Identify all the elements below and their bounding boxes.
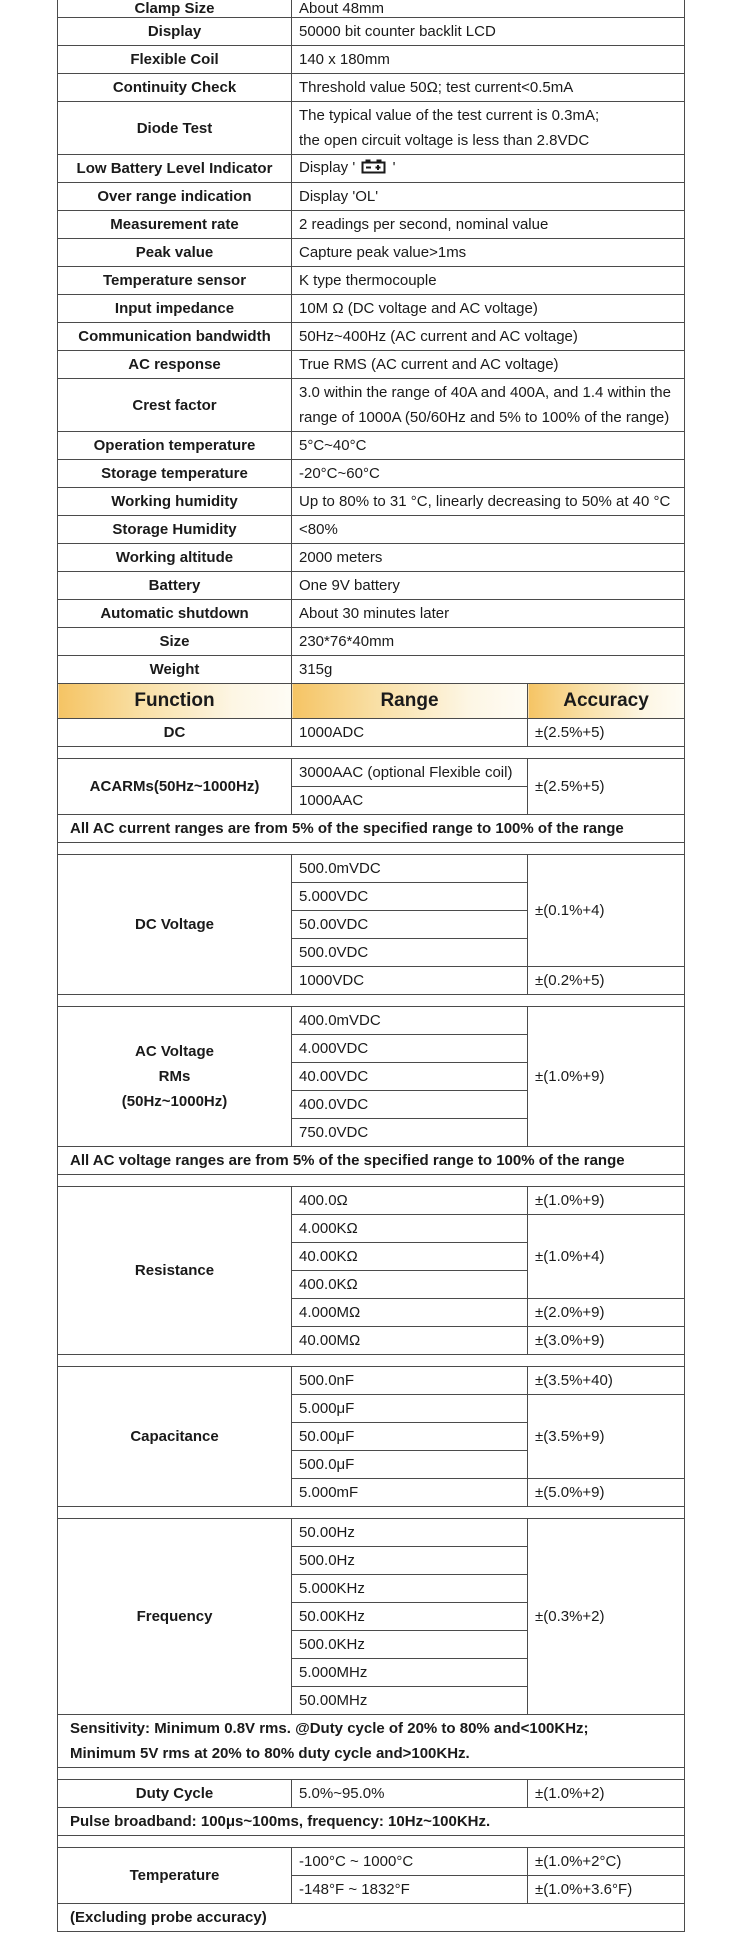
accuracy-cell: ±(1.0%+3.6°F) bbox=[528, 1876, 685, 1904]
spec-row bbox=[58, 183, 685, 211]
range-cell: 500.0VDC bbox=[292, 939, 528, 967]
range-cell: 50.00μF bbox=[292, 1423, 528, 1451]
range-cell: 40.00MΩ bbox=[292, 1327, 528, 1355]
spec-value-line: The typical value of the test current is 0.3mA; bbox=[299, 107, 600, 124]
spec-label: Operation temperature bbox=[58, 432, 292, 460]
spec-value: One 9V battery bbox=[292, 572, 685, 600]
range-cell: 4.000KΩ bbox=[292, 1215, 528, 1243]
function-label: DC bbox=[58, 719, 292, 747]
accuracy-cell: ±(3.5%+9) bbox=[528, 1395, 685, 1479]
function-label: DC Voltage bbox=[58, 855, 292, 995]
spec-label: Working humidity bbox=[58, 488, 292, 516]
accuracy-cell: ±(1.0%+9) bbox=[528, 1187, 685, 1215]
spec-label: Communication bandwidth bbox=[58, 323, 292, 351]
function-label-line: RMs bbox=[158, 1068, 191, 1085]
range-cell: 500.0mVDC bbox=[292, 855, 528, 883]
spec-label: Weight bbox=[58, 656, 292, 684]
dc-row bbox=[58, 719, 685, 747]
range-cell: 5.000VDC bbox=[292, 883, 528, 911]
spec-row bbox=[58, 323, 685, 351]
spec-value: About 30 minutes later bbox=[292, 600, 685, 628]
gap-row bbox=[58, 1355, 685, 1367]
spec-value: 50Hz~400Hz (AC current and AC voltage) bbox=[292, 323, 685, 351]
spec-label: Storage Humidity bbox=[58, 516, 292, 544]
spec-value: Display 'OL' bbox=[292, 183, 685, 211]
accuracy-cell: ±(5.0%+9) bbox=[528, 1479, 685, 1507]
spec-value: 5°C~40°C bbox=[292, 432, 685, 460]
temperature-row bbox=[58, 1848, 685, 1876]
spec-value-prefix: Display ' bbox=[299, 159, 356, 176]
spec-value: 2 readings per second, nominal value bbox=[292, 211, 685, 239]
range-cell: 400.0mVDC bbox=[292, 1007, 528, 1035]
spec-row bbox=[58, 544, 685, 572]
spec-value: 10M Ω (DC voltage and AC voltage) bbox=[292, 295, 685, 323]
accuracy-cell: ±(3.5%+40) bbox=[528, 1367, 685, 1395]
sensitivity-note-line: Minimum 5V rms at 20% to 80% duty cycle and>100KHz. bbox=[70, 1745, 470, 1762]
spec-value: K type thermocouple bbox=[292, 267, 685, 295]
range-cell: -148°F ~ 1832°F bbox=[292, 1876, 528, 1904]
spec-value bbox=[292, 379, 685, 432]
range-cell: 1000ADC bbox=[292, 719, 528, 747]
spec-row bbox=[58, 628, 685, 656]
function-label: Capacitance bbox=[58, 1367, 292, 1507]
spec-row bbox=[58, 516, 685, 544]
spec-value-suffix: ' bbox=[392, 159, 396, 176]
accuracy-cell: ±(1.0%+9) bbox=[528, 1007, 685, 1147]
note-row bbox=[58, 1904, 685, 1932]
spec-label: AC response bbox=[58, 351, 292, 379]
spec-value: About 48mm bbox=[292, 0, 685, 18]
range-cell: 5.000mF bbox=[292, 1479, 528, 1507]
range-cell: 50.00VDC bbox=[292, 911, 528, 939]
spec-value bbox=[292, 102, 685, 155]
spec-value-line: range of 1000A (50/60Hz and 5% to 100% of the range) bbox=[299, 409, 670, 426]
accuracy-cell: ±(0.3%+2) bbox=[528, 1519, 685, 1715]
spec-row bbox=[58, 379, 685, 432]
spec-value: 230*76*40mm bbox=[292, 628, 685, 656]
gap-row bbox=[58, 747, 685, 759]
spec-label: Storage temperature bbox=[58, 460, 292, 488]
range-cell: 750.0VDC bbox=[292, 1119, 528, 1147]
spec-label: Input impedance bbox=[58, 295, 292, 323]
accuracy-cell: ±(2.5%+5) bbox=[528, 719, 685, 747]
spec-row bbox=[58, 74, 685, 102]
spec-label: Size bbox=[58, 628, 292, 656]
acarms-row bbox=[58, 759, 685, 787]
gap-row bbox=[58, 995, 685, 1007]
spec-row bbox=[58, 351, 685, 379]
function-header: Function bbox=[58, 684, 292, 719]
gap-row bbox=[58, 1507, 685, 1519]
spec-row bbox=[58, 488, 685, 516]
range-cell: 3000AAC (optional Flexible coil) bbox=[292, 759, 528, 787]
range-cell: 4.000MΩ bbox=[292, 1299, 528, 1327]
spec-value: 140 x 180mm bbox=[292, 46, 685, 74]
accuracy-cell: ±(1.0%+4) bbox=[528, 1215, 685, 1299]
spec-label: Clamp Size bbox=[58, 0, 292, 18]
ac-current-note: All AC current ranges are from 5% of the specified range to 100% of the range bbox=[58, 815, 685, 843]
range-header: Range bbox=[292, 684, 528, 719]
spec-row bbox=[58, 239, 685, 267]
spec-label: Crest factor bbox=[58, 379, 292, 432]
range-cell: 500.0nF bbox=[292, 1367, 528, 1395]
sensitivity-note bbox=[58, 1715, 685, 1768]
spec-label: Automatic shutdown bbox=[58, 600, 292, 628]
range-cell: 40.00KΩ bbox=[292, 1243, 528, 1271]
gap-row bbox=[58, 1175, 685, 1187]
range-cell: 4.000VDC bbox=[292, 1035, 528, 1063]
spec-row bbox=[58, 295, 685, 323]
pulse-note: Pulse broadband: 100μs~100ms, frequency: 10Hz~100KHz. bbox=[58, 1808, 685, 1836]
spec-row bbox=[58, 155, 685, 183]
range-cell: 400.0KΩ bbox=[292, 1271, 528, 1299]
spec-label: Diode Test bbox=[58, 102, 292, 155]
range-cell: 50.00Hz bbox=[292, 1519, 528, 1547]
spec-label: Display bbox=[58, 18, 292, 46]
function-label bbox=[58, 1007, 292, 1147]
spec-label: Flexible Coil bbox=[58, 46, 292, 74]
accuracy-cell: ±(2.0%+9) bbox=[528, 1299, 685, 1327]
spec-label: Continuity Check bbox=[58, 74, 292, 102]
spec-label: Peak value bbox=[58, 239, 292, 267]
range-cell: 40.00VDC bbox=[292, 1063, 528, 1091]
accuracy-cell: ±(3.0%+9) bbox=[528, 1327, 685, 1355]
spec-label: Over range indication bbox=[58, 183, 292, 211]
spec-label: Working altitude bbox=[58, 544, 292, 572]
spec-row bbox=[58, 18, 685, 46]
capacitance-row bbox=[58, 1367, 685, 1395]
gap-row bbox=[58, 1768, 685, 1780]
range-cell: 1000AAC bbox=[292, 787, 528, 815]
range-cell: 50.00KHz bbox=[292, 1603, 528, 1631]
range-cell: 5.000MHz bbox=[292, 1659, 528, 1687]
spec-row bbox=[58, 600, 685, 628]
spec-row bbox=[58, 211, 685, 239]
spec-value-line: the open circuit voltage is less than 2.8VDC bbox=[299, 132, 590, 149]
range-cell: 50.00MHz bbox=[292, 1687, 528, 1715]
accuracy-cell: ±(0.1%+4) bbox=[528, 855, 685, 967]
range-cell: 400.0VDC bbox=[292, 1091, 528, 1119]
accuracy-header: Accuracy bbox=[528, 684, 685, 719]
spec-label: Temperature sensor bbox=[58, 267, 292, 295]
function-label: ACARMs(50Hz~1000Hz) bbox=[58, 759, 292, 815]
note-row bbox=[58, 815, 685, 843]
function-label: Resistance bbox=[58, 1187, 292, 1355]
spec-value: 315g bbox=[292, 656, 685, 684]
spec-row bbox=[58, 432, 685, 460]
range-cell: 5.000μF bbox=[292, 1395, 528, 1423]
dc-voltage-row bbox=[58, 855, 685, 883]
range-cell: 1000VDC bbox=[292, 967, 528, 995]
function-label-line: (50Hz~1000Hz) bbox=[121, 1093, 228, 1110]
resistance-row bbox=[58, 1187, 685, 1215]
spec-table bbox=[57, 0, 685, 1932]
accuracy-cell: ±(1.0%+2°C) bbox=[528, 1848, 685, 1876]
range-cell: 5.0%~95.0% bbox=[292, 1780, 528, 1808]
function-label: Temperature bbox=[58, 1848, 292, 1904]
spec-value: Up to 80% to 31 °C, linearly decreasing to 50% at 40 °C bbox=[292, 488, 685, 516]
spec-row bbox=[58, 460, 685, 488]
ac-voltage-row bbox=[58, 1007, 685, 1035]
sensitivity-note-line: Sensitivity: Minimum 0.8V rms. @Duty cycle of 20% to 80% and<100KHz; bbox=[70, 1720, 589, 1737]
spec-label: Low Battery Level Indicator bbox=[58, 155, 292, 183]
gap-row bbox=[58, 1836, 685, 1848]
spec-value: -20°C~60°C bbox=[292, 460, 685, 488]
ac-voltage-note: All AC voltage ranges are from 5% of the specified range to 100% of the range bbox=[58, 1147, 685, 1175]
function-label: Duty Cycle bbox=[58, 1780, 292, 1808]
spec-value: Threshold value 50Ω; test current<0.5mA bbox=[292, 74, 685, 102]
spec-row bbox=[58, 572, 685, 600]
spec-value bbox=[292, 155, 685, 183]
function-label: Frequency bbox=[58, 1519, 292, 1715]
spec-row bbox=[58, 102, 685, 155]
spec-value: 2000 meters bbox=[292, 544, 685, 572]
duty-cycle-row bbox=[58, 1780, 685, 1808]
excluding-note: (Excluding probe accuracy) bbox=[58, 1904, 685, 1932]
range-cell: 400.0Ω bbox=[292, 1187, 528, 1215]
accuracy-cell: ±(2.5%+5) bbox=[528, 759, 685, 815]
spec-row bbox=[58, 46, 685, 74]
range-cell: 500.0Hz bbox=[292, 1547, 528, 1575]
spec-label: Battery bbox=[58, 572, 292, 600]
spec-value: Capture peak value>1ms bbox=[292, 239, 685, 267]
accuracy-cell: ±(1.0%+2) bbox=[528, 1780, 685, 1808]
spec-value: True RMS (AC current and AC voltage) bbox=[292, 351, 685, 379]
range-cell: -100°C ~ 1000°C bbox=[292, 1848, 528, 1876]
gap-row bbox=[58, 843, 685, 855]
range-cell: 500.0μF bbox=[292, 1451, 528, 1479]
spec-value: 50000 bit counter backlit LCD bbox=[292, 18, 685, 46]
note-row bbox=[58, 1147, 685, 1175]
note-row bbox=[58, 1715, 685, 1768]
range-cell: 500.0KHz bbox=[292, 1631, 528, 1659]
function-header-row bbox=[58, 684, 685, 719]
accuracy-cell: ±(0.2%+5) bbox=[528, 967, 685, 995]
spec-row bbox=[58, 0, 685, 18]
spec-value-line: 3.0 within the range of 40A and 400A, and 1.4 within the bbox=[299, 384, 671, 401]
function-label-line: AC Voltage bbox=[135, 1043, 214, 1060]
spec-value: <80% bbox=[292, 516, 685, 544]
spec-row bbox=[58, 656, 685, 684]
spec-label: Measurement rate bbox=[58, 211, 292, 239]
low-battery-icon bbox=[361, 159, 386, 178]
frequency-row bbox=[58, 1519, 685, 1547]
range-cell: 5.000KHz bbox=[292, 1575, 528, 1603]
spec-row bbox=[58, 267, 685, 295]
note-row bbox=[58, 1808, 685, 1836]
